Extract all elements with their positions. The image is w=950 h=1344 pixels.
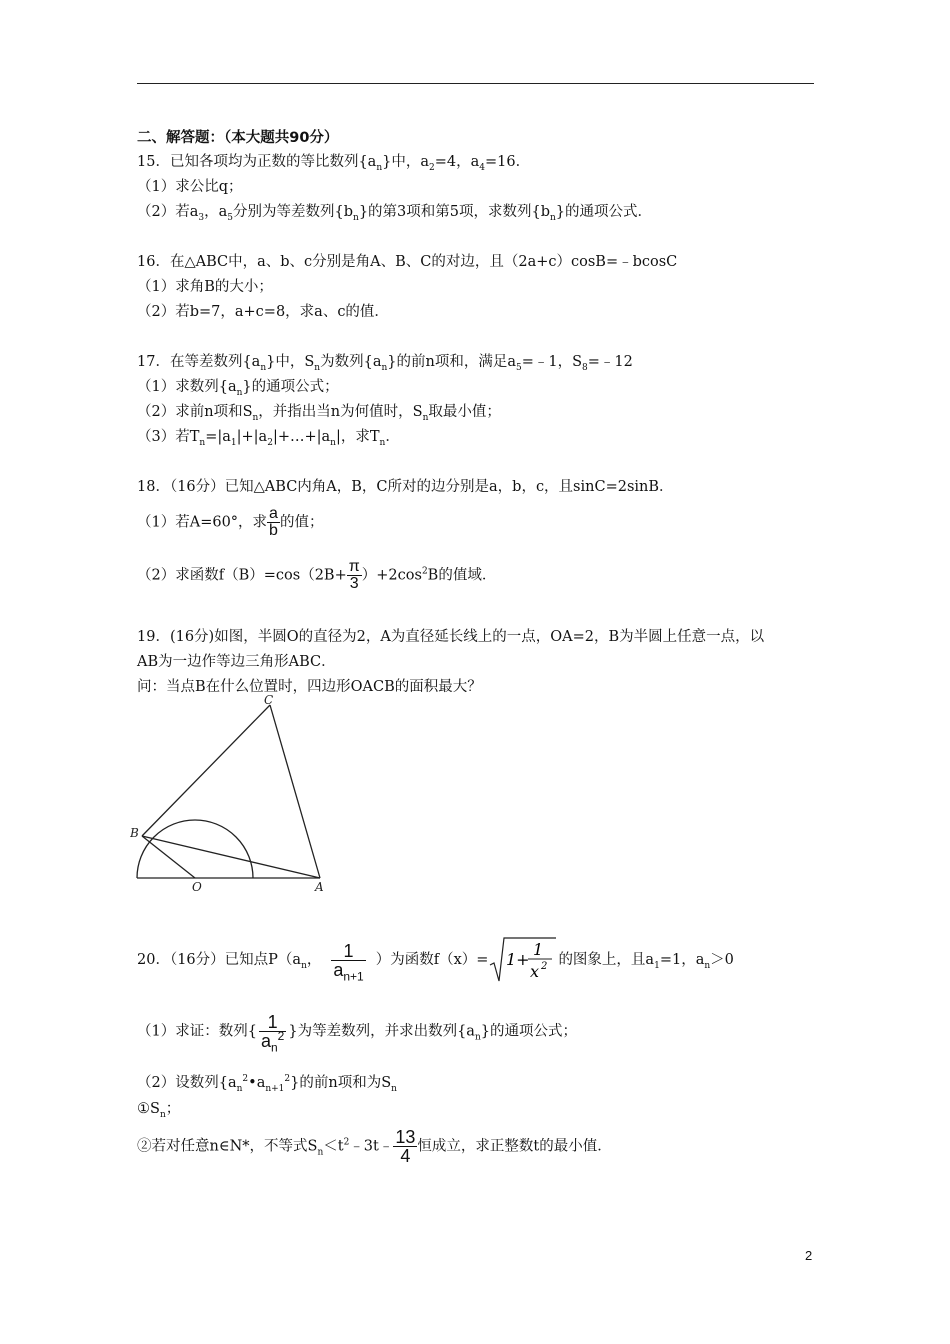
svg-text:1: 1 — [533, 940, 544, 959]
label-b: B — [130, 826, 139, 840]
q18-fraction-a-over-b: $\frac{a}{b}$ — [269, 505, 278, 539]
q19-line3: 问：当点B在什么位置时，四边形OACB的面积最大？ — [137, 679, 482, 695]
q16-part1: （1）求角B的大小； — [137, 279, 273, 295]
header-rule — [137, 83, 814, 84]
segment-ca — [270, 705, 320, 878]
section-title: 二、解答题：（本大题共90分） — [137, 130, 339, 146]
q18-part1: （1）若A=60°，求 $\frac{a}{b}$ 的值； — [137, 505, 324, 539]
q20-sqrt-expression — [488, 935, 558, 985]
svg-text:2: 2 — [541, 961, 548, 972]
q20-fraction-one-over-a-n-squared: $\frac{1}{a_n^2}$ — [260, 1012, 285, 1055]
q18-stem: 18．（16分）已知△ABC内角A，B，C所对的边分别是a，b，c，且sinC=2sinB． — [137, 479, 674, 495]
q20-stem: 20．（16分）已知点$P(a_n$， $\frac{1}{a_{n+1}}$ ）为函数f（x）= 1+ 1 x 2 的图象上，且$a_1=1$，$a_n>0$ — [137, 935, 734, 985]
q16-part2: （2）若b=7，a+c=8，求a、c的值． — [137, 304, 389, 320]
label-c: C — [264, 695, 274, 707]
q16-stem: 16．在△ABC中，a、b、c分别是角A、B、C的对边，且（2a+c）cosB=﹣bcosC — [137, 254, 678, 270]
q17-stem: 17．在等差数列$\{a_n\}$中，$S_n$为数列$\{a_n\}$的前n项和，满足$a_5=﹣1$，$S_8=﹣12$ — [137, 354, 633, 373]
q17-part3: （3）若$T_n=|a_1|+|a_2|+\dots+|a_n|$，求$T_n$． — [137, 429, 400, 448]
q20-part2: （2）设数列$\{a_n^2•a_{n+1}^2\}$的前n项和为$S_n$ — [137, 1074, 397, 1094]
q20-part1: （1）求证：数列{ $\frac{1}{a_n^2}$ }为等差数列，并求出数列$\{a_n\}$的通项公式； — [137, 1012, 577, 1055]
segment-bc — [142, 705, 270, 836]
page-number: 2 — [805, 1248, 813, 1263]
svg-text:x: x — [530, 962, 540, 981]
q20-fraction-13-over-4: $\frac{13}{4}$ — [395, 1127, 416, 1166]
q19-line2: AB为一边作等边三角形ABC． — [137, 654, 336, 670]
q17-part1: （1）求数列$\{a_n\}$的通项公式； — [137, 379, 339, 398]
q20-sub2: ②若对任意n∈N*，不等式$S_n<t^2﹣3t﹣$ $\frac{13}{4}$ 恒成立，求正整数t的最小值． — [137, 1127, 612, 1166]
q15-stem: 15．已知各项均为正数的等比数列$\{a_n\}$中，$a_2=4$，$a_4=16$． — [137, 154, 531, 173]
q17-part2: （2）求前n项和$S_n$，并指出当n为何值时，$S_n$取最小值； — [137, 404, 501, 423]
q18-part2: （2）求函数f（B）=cos（2B+ $\frac{\pi}{3}$ ）$+2\cos^2B$的值域． — [137, 558, 497, 592]
q19-line1: 19．(16分)如图，半圆O的直径为2，A为直径延长线上的一点，OA=2，B为半圆上任意一点，以 — [137, 629, 765, 645]
label-o: O — [192, 880, 202, 894]
q20-fraction-one-over-a-n-plus-1: $\frac{1}{a_{n+1}}$ — [333, 940, 364, 984]
q19-geometry-figure — [130, 695, 335, 900]
q20-sub1: $①S_n$； — [137, 1101, 181, 1120]
q18-fraction-pi-over-3: $\frac{\pi}{3}$ — [348, 558, 360, 592]
q15-part2: （2）若$a_3$，$a_5$分别为等差数列$\{b_n\}$的第3项和第5项，求数列$\{b_n\}$的通项公式． — [137, 204, 653, 223]
label-a: A — [315, 880, 324, 894]
svg-text:1+: 1+ — [506, 950, 531, 969]
q15-part1: （1）求公比q； — [137, 179, 243, 195]
